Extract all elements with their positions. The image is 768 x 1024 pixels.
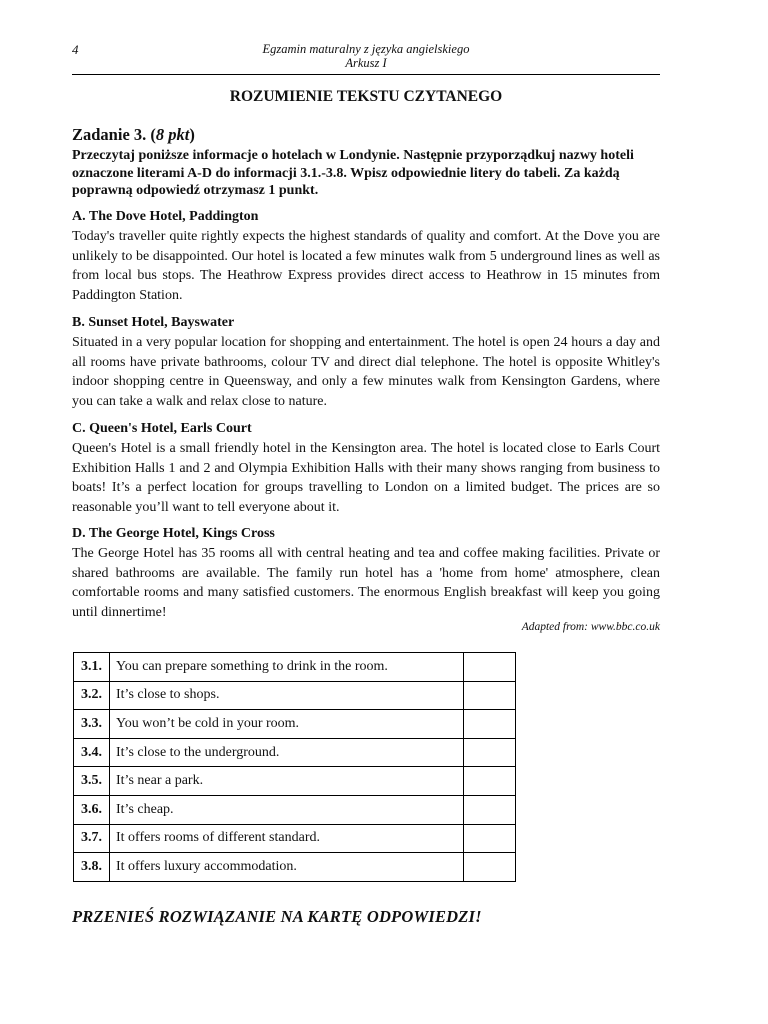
item-number: 3.7. <box>74 824 110 853</box>
task-close: ) <box>189 125 195 144</box>
item-text: It’s close to the underground. <box>110 738 464 767</box>
item-text: It offers rooms of different standard. <box>110 824 464 853</box>
item-number: 3.8. <box>74 853 110 882</box>
answer-cell[interactable] <box>464 824 516 853</box>
item-number: 3.6. <box>74 795 110 824</box>
item-text: It’s close to shops. <box>110 681 464 710</box>
table-row <box>74 738 516 767</box>
item-number: 3.2. <box>74 681 110 710</box>
item-text: You won’t be cold in your room. <box>110 710 464 739</box>
page-number: 4 <box>72 42 79 57</box>
sheet-label: Arkusz I <box>345 56 387 70</box>
hotel-title: B. Sunset Hotel, Bayswater <box>72 315 235 330</box>
task-label: Zadanie 3. ( <box>72 125 156 144</box>
hotel-title: A. The Dove Hotel, Paddington <box>72 209 259 224</box>
item-number: 3.1. <box>74 653 110 682</box>
task-heading <box>72 125 195 145</box>
answer-cell[interactable] <box>464 710 516 739</box>
item-number: 3.5. <box>74 767 110 796</box>
hotel-section-b <box>72 314 660 411</box>
task-instruction: Przeczytaj poniższe informacje o hotelach w Londynie. Następnie przyporządkuj nazwy hoteli oznaczone literami A-D do informacji 3.1.-3.8. Wpisz odpowiednie litery do tabeli. Za każdą poprawną odpowiedź otrzymasz 1 punkt. <box>72 148 634 198</box>
item-number: 3.3. <box>74 710 110 739</box>
item-text: It’s cheap. <box>110 795 464 824</box>
hotel-title: D. The George Hotel, Kings Cross <box>72 526 275 541</box>
hotel-description: The George Hotel has 35 rooms all with central heating and tea and coffee making facilities. Private or shared bathrooms are available. The family run hotel has a 'home from home' atmosphere, clean comfortable rooms and many satisfied customers. The enormous English breakfast will keep you going until dinnertime! <box>72 546 660 620</box>
hotel-section-d <box>72 525 660 622</box>
source-attribution: Adapted from: www.bbc.co.uk <box>521 621 660 633</box>
table-row <box>74 824 516 853</box>
hotel-section-a <box>72 208 660 305</box>
item-text: It offers luxury accommodation. <box>110 853 464 882</box>
table-row <box>74 653 516 682</box>
task-points: 8 pkt <box>155 125 190 144</box>
hotel-description: Today's traveller quite rightly expects the highest standards of quality and comfort. At the Dove you are unlikely to be disappointed. Our hotel is located a few minutes walk from 5 underground lines as well as from local bus stops. The Heathrow Express provides direct access to Heathrow in 15 minutes from Paddington Station. <box>72 229 660 303</box>
item-text: You can prepare something to drink in the room. <box>110 653 464 682</box>
table-row <box>74 853 516 882</box>
hotel-description: Situated in a very popular location for shopping and entertainment. The hotel is open 24 hours a day and all rooms have private bathrooms, colour TV and direct dial telephone. The hotel is opposite Whitley's indoor shopping centre in Queensway, and only a few minutes walk from Kensington Gardens, where you can take a walk and relax close to nature. <box>72 335 660 409</box>
answer-cell[interactable] <box>464 853 516 882</box>
page-header <box>72 42 660 75</box>
answer-cell[interactable] <box>464 738 516 767</box>
table-row <box>74 795 516 824</box>
answer-cell[interactable] <box>464 767 516 796</box>
item-text: It’s near a park. <box>110 767 464 796</box>
header-titles <box>72 42 660 70</box>
exam-title: Egzamin maturalny z języka angielskiego <box>262 42 470 56</box>
hotel-section-c <box>72 420 660 517</box>
answer-cell[interactable] <box>464 795 516 824</box>
answer-cell[interactable] <box>464 681 516 710</box>
transfer-answer-note: PRZENIEŚ ROZWIĄZANIE NA KARTĘ ODPOWIEDZI! <box>72 907 482 926</box>
table-row <box>74 767 516 796</box>
table-row <box>74 710 516 739</box>
item-number: 3.4. <box>74 738 110 767</box>
hotel-description: Queen's Hotel is a small friendly hotel in the Kensington area. The hotel is located close to Earls Court Exhibition Halls 1 and 2 and Olympia Exhibition Halls with their many shows ranging from business to boats! It’s a perfect location for groups travelling to London on a limited budget. The prices are so reasonable you’ll want to tell everyone about it. <box>72 441 660 515</box>
matching-table <box>73 652 516 882</box>
table-row <box>74 681 516 710</box>
hotel-title: C. Queen's Hotel, Earls Court <box>72 421 252 436</box>
section-title: ROZUMIENIE TEKSTU CZYTANEGO <box>229 88 503 105</box>
answer-cell[interactable] <box>464 653 516 682</box>
